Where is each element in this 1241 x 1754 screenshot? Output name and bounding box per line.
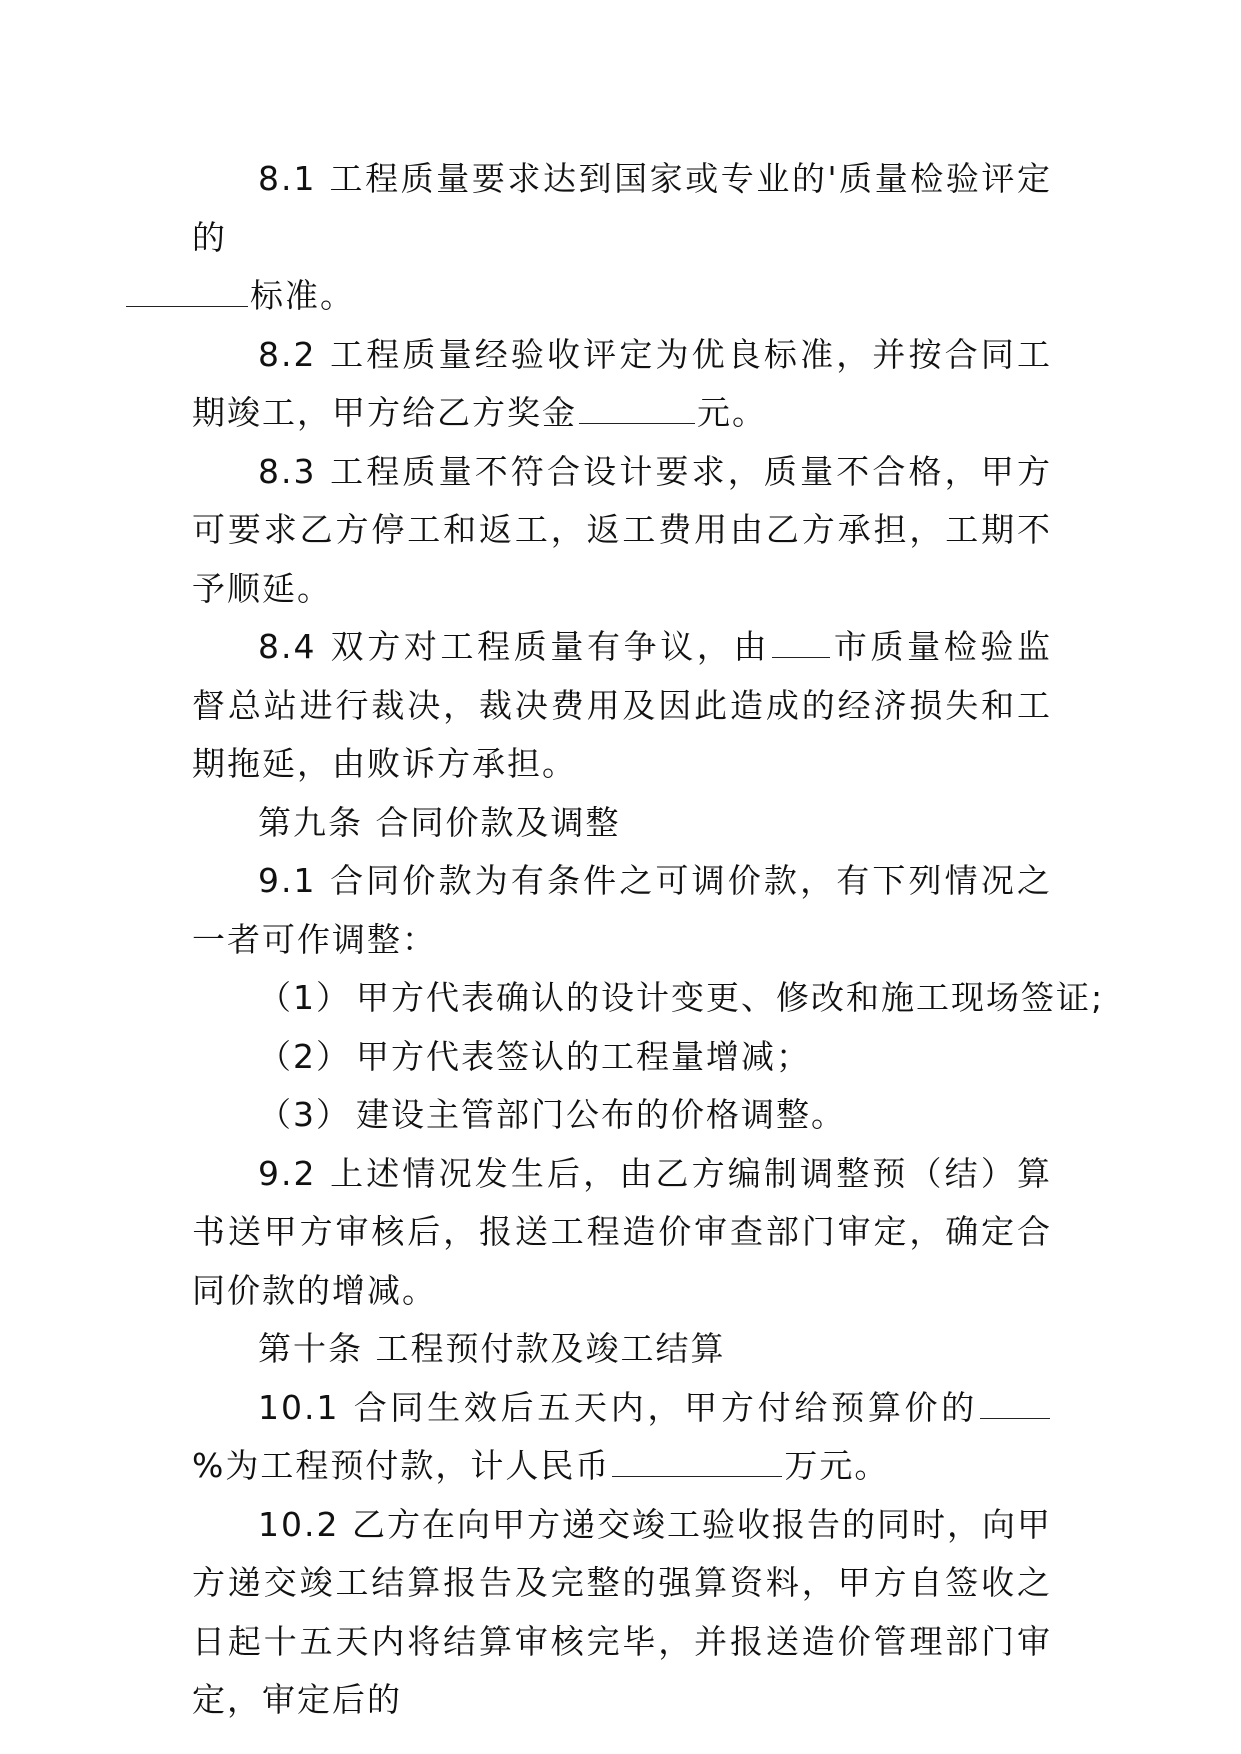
article-10-heading: 第十条 工程预付款及竣工结算	[258, 1329, 726, 1368]
fill-blank-standard	[126, 280, 248, 307]
fill-blank-amount	[612, 1450, 782, 1477]
clause-8-1-tail: 标准。	[250, 276, 355, 315]
clause-8-3	[192, 443, 1052, 619]
clause-9-2	[192, 1145, 1052, 1321]
clause-10-1-mid: %为工程预付款，计人民币	[192, 1446, 611, 1485]
clause-8-1	[192, 150, 1052, 326]
clause-8-2	[192, 326, 1052, 443]
list-item-number: （1）	[258, 978, 351, 1017]
list-item	[192, 969, 1105, 1028]
list-item-text: 甲方代表签认的工程量增减；	[356, 1036, 811, 1076]
list-item-text: 甲方代表确认的设计变更、修改和施工现场签证;	[356, 978, 1105, 1017]
clause-9-1	[192, 852, 1052, 969]
fill-blank-percent	[980, 1392, 1050, 1419]
clause-9-2-text: 9.2 上述情况发生后，由乙方编制调整预（结）算书送甲方审核后，报送工程造价审查部门审定，确定合同价款的增减。	[192, 1153, 1052, 1310]
fill-blank-city	[772, 631, 830, 658]
clause-8-2-text: 8.2 工程质量经验收评定为优良标准，并按合同工期竣工，甲方给乙方奖金	[192, 334, 1052, 432]
document-body	[192, 150, 1105, 1730]
clause-8-4-tail: 市质量检验监督总站进行裁决，裁决费用及因此造成的经济损失和工期拖延，由败诉方承担。	[192, 627, 1052, 783]
list-item-number: （3）	[258, 1095, 351, 1134]
article-9-heading: 第九条 合同价款及调整	[258, 802, 621, 842]
clause-8-4-text: 8.4 双方对工程质量有争议，由	[258, 627, 771, 666]
clause-10-1-text: 10.1 合同生效后五天内，甲方付给预算价的	[258, 1387, 978, 1427]
list-item	[192, 1086, 1052, 1145]
clause-10-1-tail: 万元。	[784, 1446, 890, 1485]
clause-8-2-tail: 元。	[697, 393, 767, 432]
list-item	[192, 1028, 1052, 1087]
clause-10-2	[192, 1496, 1052, 1730]
clause-8-3-text: 8.3 工程质量不符合设计要求，质量不合格，甲方可要求乙方停工和返工，返工费用由乙方承担，工期不予顺延。	[192, 451, 1052, 608]
clause-10-1	[192, 1379, 1052, 1496]
list-item-text: 建设主管部门公布的价格调整。	[356, 1095, 846, 1134]
clause-9-1-text: 9.1 合同价款为有条件之可调价款，有下列情况之一者可作调整：	[192, 861, 1052, 959]
fill-blank-bonus	[579, 397, 695, 424]
list-item-number: （2）	[258, 1036, 351, 1076]
clause-8-4	[192, 618, 1052, 794]
clause-10-2-text: 10.2 乙方在向甲方递交竣工验收报告的同时，向甲方递交竣工结算报告及完整的强算资料，甲方自签收之日起十五天内将结算审核完毕，并报送造价管理部门审定，审定后的	[192, 1504, 1052, 1719]
clause-8-1-text: 8.1 工程质量要求达到国家或专业的'质量检验评定的	[192, 159, 1052, 257]
